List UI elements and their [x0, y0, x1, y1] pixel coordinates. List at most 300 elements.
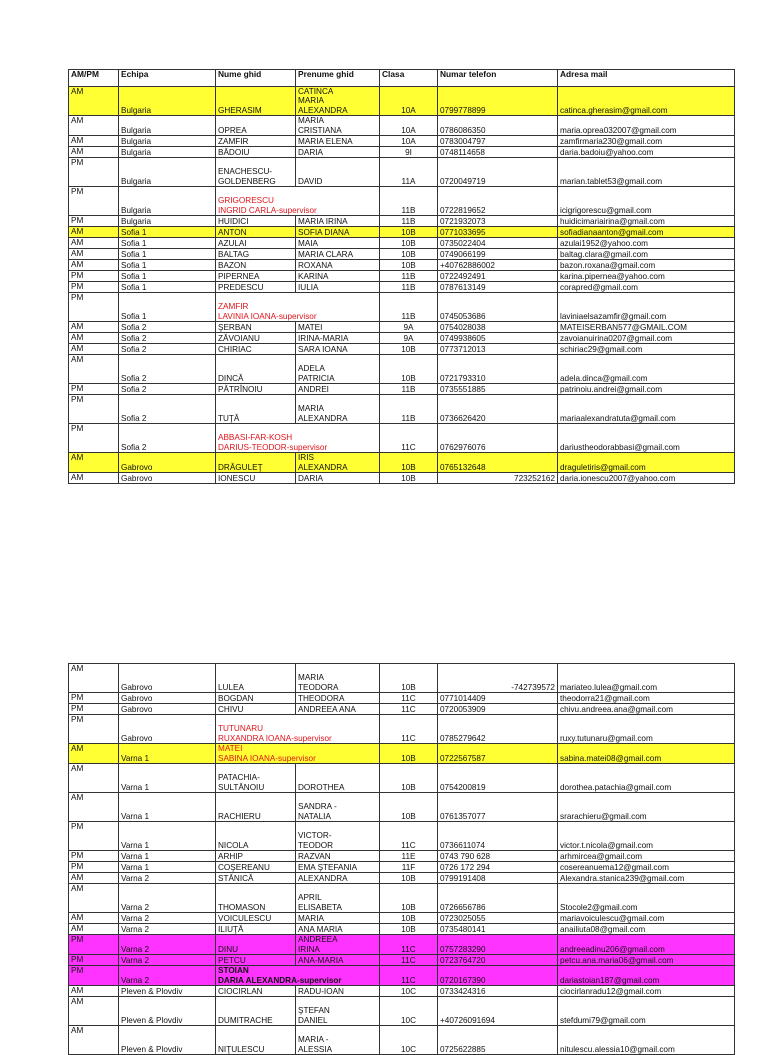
- cell-clasa: 10B: [380, 924, 438, 935]
- cell-adresa-mail: dariustheodorabbasi@gmail.com: [558, 424, 735, 453]
- cell-numar-telefon: 0785279642: [438, 715, 558, 744]
- cell-echipa: Sofia 2: [119, 424, 216, 453]
- cell-clasa: 11B: [380, 187, 438, 216]
- cell-nume-ghid: ŞERBAN: [216, 322, 296, 333]
- cell-numar-telefon: 0799778899: [438, 87, 558, 116]
- cell-numar-telefon: 0765132648: [438, 453, 558, 473]
- cell-am-pm: PM: [69, 282, 119, 293]
- cell-adresa-mail: petcu.ana.maria06@gmail.com: [558, 955, 735, 966]
- cell-nume-ghid: ZAMFIR LAVINIA IOANA-supervisor: [216, 293, 380, 322]
- cell-prenume-ghid: EMA ŞTEFANIA: [296, 862, 380, 873]
- cell-am-pm: PM: [69, 935, 119, 955]
- cell-am-pm: AM: [69, 260, 119, 271]
- cell-clasa: 10B: [380, 473, 438, 484]
- table-row: [69, 249, 735, 260]
- cell-am-pm: PM: [69, 293, 119, 322]
- cell-numar-telefon: 0722492491: [438, 271, 558, 282]
- cell-adresa-mail: ruxy.tutunaru@gmail.com: [558, 715, 735, 744]
- cell-adresa-mail: bazon.roxana@gmail.com: [558, 260, 735, 271]
- table-row: [69, 862, 735, 873]
- header-nume-ghid: Nume ghid: [216, 70, 296, 87]
- cell-prenume-ghid: ANDREI: [296, 384, 380, 395]
- cell-am-pm: PM: [69, 395, 119, 424]
- cell-adresa-mail: andreeadinu206@gmail.com: [558, 935, 735, 955]
- table-row: [69, 216, 735, 227]
- cell-adresa-mail: zamfirmaria230@gmail.com: [558, 136, 735, 147]
- cell-prenume-ghid: SANDRA - NATALIA: [296, 793, 380, 822]
- cell-prenume-ghid: IRIS ALEXANDRA: [296, 453, 380, 473]
- table-row: [69, 693, 735, 704]
- cell-echipa: Varna 1: [119, 862, 216, 873]
- cell-numar-telefon: 0787613149: [438, 282, 558, 293]
- cell-adresa-mail: Alexandra.stanica239@gmail.com: [558, 873, 735, 884]
- cell-clasa: 11C: [380, 822, 438, 851]
- table-row: [69, 966, 735, 986]
- cell-echipa: Varna 2: [119, 966, 216, 986]
- cell-nume-ghid: GHERASIM: [216, 87, 296, 116]
- cell-am-pm: AM: [69, 924, 119, 935]
- cell-adresa-mail: theodorra21@gmail.com: [558, 693, 735, 704]
- cell-nume-ghid: NICOLA: [216, 822, 296, 851]
- table-row: [69, 158, 735, 187]
- cell-adresa-mail: MATEISERBAN577@GMAIL.COM: [558, 322, 735, 333]
- cell-nume-ghid: TUTUNARU RUXANDRA IOANA-supervisor: [216, 715, 380, 744]
- cell-adresa-mail: mariaalexandratuta@gmail.com: [558, 395, 735, 424]
- table-row: [69, 715, 735, 744]
- cell-numar-telefon: 0722567587: [438, 744, 558, 764]
- table-row: [69, 764, 735, 793]
- cell-echipa: Gabrovo: [119, 693, 216, 704]
- cell-nume-ghid: LULEA: [216, 664, 296, 693]
- cell-clasa: 10B: [380, 913, 438, 924]
- table-row: [69, 271, 735, 282]
- cell-prenume-ghid: MARIA CLARA: [296, 249, 380, 260]
- header-am-pm: AM/PM: [69, 70, 119, 87]
- header-row: [69, 70, 735, 87]
- cell-adresa-mail: corapred@gmail.com: [558, 282, 735, 293]
- cell-nume-ghid: CIOCIRLAN: [216, 986, 296, 997]
- cell-clasa: 10B: [380, 793, 438, 822]
- header-clasa: Clasa: [380, 70, 438, 87]
- cell-clasa: 11C: [380, 704, 438, 715]
- cell-clasa: 10B: [380, 344, 438, 355]
- cell-clasa: 10B: [380, 227, 438, 238]
- cell-clasa: 11C: [380, 966, 438, 986]
- cell-clasa: 11A: [380, 158, 438, 187]
- cell-nume-ghid: TUŢĂ: [216, 395, 296, 424]
- cell-echipa: Pleven & Plovdiv: [119, 997, 216, 1026]
- cell-nume-ghid: DINU: [216, 935, 296, 955]
- cell-am-pm: AM: [69, 764, 119, 793]
- cell-prenume-ghid: ADELA PATRICIA: [296, 355, 380, 384]
- cell-adresa-mail: huidicimariairina@gmail.com: [558, 216, 735, 227]
- cell-prenume-ghid: DARIA: [296, 147, 380, 158]
- table-row: [69, 664, 735, 693]
- table-row: [69, 997, 735, 1026]
- cell-numar-telefon: 0773712013: [438, 344, 558, 355]
- cell-prenume-ghid: ROXANA: [296, 260, 380, 271]
- cell-numar-telefon: 0720049719: [438, 158, 558, 187]
- cell-clasa: 10A: [380, 87, 438, 116]
- cell-nume-ghid: DRĂGULEŢ: [216, 453, 296, 473]
- cell-echipa: Varna 2: [119, 913, 216, 924]
- cell-echipa: Sofia 1: [119, 260, 216, 271]
- cell-am-pm: AM: [69, 87, 119, 116]
- cell-am-pm: AM: [69, 873, 119, 884]
- table-row: [69, 473, 735, 484]
- cell-echipa: Gabrovo: [119, 473, 216, 484]
- cell-clasa: 9I: [380, 147, 438, 158]
- cell-clasa: 11C: [380, 715, 438, 744]
- cell-echipa: Sofia 2: [119, 384, 216, 395]
- cell-nume-ghid: PATACHIA- SULTĂNOIU: [216, 764, 296, 793]
- cell-clasa: 11C: [380, 424, 438, 453]
- cell-am-pm: AM: [69, 322, 119, 333]
- cell-am-pm: AM: [69, 355, 119, 384]
- cell-numar-telefon: 0771014409: [438, 693, 558, 704]
- cell-prenume-ghid: IRINA-MARIA: [296, 333, 380, 344]
- cell-prenume-ghid: KARINA: [296, 271, 380, 282]
- cell-am-pm: AM: [69, 913, 119, 924]
- table-row: [69, 333, 735, 344]
- cell-clasa: 10C: [380, 986, 438, 997]
- table-row: [69, 260, 735, 271]
- cell-numar-telefon: -742739572: [438, 664, 558, 693]
- cell-clasa: 10B: [380, 249, 438, 260]
- cell-nume-ghid: GRIGORESCU INGRID CARLA-supervisor: [216, 187, 380, 216]
- cell-echipa: Sofia 1: [119, 282, 216, 293]
- cell-am-pm: PM: [69, 851, 119, 862]
- cell-adresa-mail: adela.dinca@gmail.com: [558, 355, 735, 384]
- table-row: [69, 744, 735, 764]
- cell-am-pm: AM: [69, 453, 119, 473]
- table-row: [69, 873, 735, 884]
- cell-am-pm: AM: [69, 884, 119, 913]
- cell-adresa-mail: Stocole2@gmail.com: [558, 884, 735, 913]
- cell-prenume-ghid: APRIL ELISABETA: [296, 884, 380, 913]
- cell-nume-ghid: HUIDICI: [216, 216, 296, 227]
- table-row: [69, 935, 735, 955]
- cell-nume-ghid: BĂDOIU: [216, 147, 296, 158]
- cell-numar-telefon: 0749938605: [438, 333, 558, 344]
- cell-am-pm: PM: [69, 216, 119, 227]
- cell-adresa-mail: zavoianuirina0207@gmail.com: [558, 333, 735, 344]
- cell-numar-telefon: 0726656786: [438, 884, 558, 913]
- cell-echipa: Sofia 1: [119, 293, 216, 322]
- cell-am-pm: AM: [69, 344, 119, 355]
- cell-adresa-mail: chivu.andreea.ana@gmail.com: [558, 704, 735, 715]
- cell-numar-telefon: 0735551885: [438, 384, 558, 395]
- cell-am-pm: AM: [69, 473, 119, 484]
- cell-prenume-ghid: MAIA: [296, 238, 380, 249]
- cell-echipa: Varna 2: [119, 873, 216, 884]
- cell-numar-telefon: 0720167390: [438, 966, 558, 986]
- cell-nume-ghid: AZULAI: [216, 238, 296, 249]
- cell-adresa-mail: cosereanuema12@gmail.com: [558, 862, 735, 873]
- table-row: [69, 87, 735, 116]
- cell-prenume-ghid: CATINCA MARIA ALEXANDRA: [296, 87, 380, 116]
- cell-am-pm: PM: [69, 715, 119, 744]
- cell-adresa-mail: nitulescu.alessia10@gmail.com: [558, 1026, 735, 1055]
- cell-numar-telefon: 0761357077: [438, 793, 558, 822]
- table-row: [69, 424, 735, 453]
- cell-am-pm: PM: [69, 862, 119, 873]
- table-row: [69, 136, 735, 147]
- cell-echipa: Bulgaria: [119, 116, 216, 136]
- cell-echipa: Sofia 2: [119, 395, 216, 424]
- cell-numar-telefon: 0736611074: [438, 822, 558, 851]
- cell-am-pm: PM: [69, 158, 119, 187]
- cell-numar-telefon: 0762976076: [438, 424, 558, 453]
- cell-am-pm: AM: [69, 664, 119, 693]
- cell-nume-ghid: ANTON: [216, 227, 296, 238]
- cell-am-pm: PM: [69, 384, 119, 395]
- cell-adresa-mail: mariateo.lulea@gmail.com: [558, 664, 735, 693]
- cell-clasa: 10B: [380, 764, 438, 793]
- cell-nume-ghid: ZAMFIR: [216, 136, 296, 147]
- cell-clasa: 10C: [380, 997, 438, 1026]
- header-prenume-ghid: Prenume ghid: [296, 70, 380, 87]
- table-row: [69, 986, 735, 997]
- header-echipa: Echipa: [119, 70, 216, 87]
- cell-echipa: Varna 1: [119, 764, 216, 793]
- cell-prenume-ghid: MARIA TEODORA: [296, 664, 380, 693]
- cell-nume-ghid: BALTAG: [216, 249, 296, 260]
- table-row: [69, 147, 735, 158]
- cell-adresa-mail: srarachieru@gmail.com: [558, 793, 735, 822]
- cell-am-pm: AM: [69, 227, 119, 238]
- cell-am-pm: PM: [69, 704, 119, 715]
- cell-prenume-ghid: DOROTHEA: [296, 764, 380, 793]
- cell-adresa-mail: sabina.matei08@gmail.com: [558, 744, 735, 764]
- cell-prenume-ghid: ANDREEA ANA: [296, 704, 380, 715]
- cell-clasa: 11B: [380, 384, 438, 395]
- cell-clasa: 11B: [380, 282, 438, 293]
- cell-clasa: 11F: [380, 862, 438, 873]
- cell-nume-ghid: CHIRIAC: [216, 344, 296, 355]
- table-1-body: [69, 87, 735, 484]
- table-row: [69, 116, 735, 136]
- cell-nume-ghid: PĂTRÎNOIU: [216, 384, 296, 395]
- cell-adresa-mail: baltag.clara@gmail.com: [558, 249, 735, 260]
- cell-numar-telefon: 0721793310: [438, 355, 558, 384]
- cell-am-pm: AM: [69, 116, 119, 136]
- cell-nume-ghid: RACHIERU: [216, 793, 296, 822]
- cell-clasa: 10C: [380, 1026, 438, 1055]
- cell-echipa: Bulgaria: [119, 158, 216, 187]
- cell-nume-ghid: STĂNICĂ: [216, 873, 296, 884]
- table-row: [69, 322, 735, 333]
- cell-nume-ghid: BAZON: [216, 260, 296, 271]
- cell-numar-telefon: 0743 790 628: [438, 851, 558, 862]
- cell-prenume-ghid: SOFIA DIANA: [296, 227, 380, 238]
- cell-numar-telefon: 0745053686: [438, 293, 558, 322]
- cell-nume-ghid: PETCU: [216, 955, 296, 966]
- table-row: [69, 704, 735, 715]
- table-row: [69, 238, 735, 249]
- cell-prenume-ghid: ALEXANDRA: [296, 873, 380, 884]
- table-row: [69, 1026, 735, 1055]
- cell-adresa-mail: sofiadianaanton@gmail.com: [558, 227, 735, 238]
- cell-numar-telefon: 0786086350: [438, 116, 558, 136]
- cell-echipa: Bulgaria: [119, 136, 216, 147]
- cell-echipa: Sofia 1: [119, 271, 216, 282]
- cell-numar-telefon: 0783004797: [438, 136, 558, 147]
- cell-nume-ghid: MATEI SABINA IOANA-supervisor: [216, 744, 380, 764]
- cell-adresa-mail: maria.oprea032007@gmail.com: [558, 116, 735, 136]
- cell-clasa: 11B: [380, 395, 438, 424]
- cell-adresa-mail: draguletiris@gmail.com: [558, 453, 735, 473]
- header-numar-telefon: Numar telefon: [438, 70, 558, 87]
- cell-nume-ghid: BOGDAN: [216, 693, 296, 704]
- table-row: [69, 793, 735, 822]
- table-row: [69, 384, 735, 395]
- cell-prenume-ghid: DARIA: [296, 473, 380, 484]
- cell-am-pm: AM: [69, 997, 119, 1026]
- cell-echipa: Varna 2: [119, 955, 216, 966]
- cell-echipa: Bulgaria: [119, 187, 216, 216]
- cell-numar-telefon: 0735480141: [438, 924, 558, 935]
- table-row: [69, 344, 735, 355]
- cell-clasa: 10B: [380, 355, 438, 384]
- cell-prenume-ghid: MARIA CRISTIANA: [296, 116, 380, 136]
- cell-numar-telefon: +40726091694: [438, 997, 558, 1026]
- cell-clasa: 10B: [380, 884, 438, 913]
- cell-adresa-mail: ciocirlanradu12@gmail.com: [558, 986, 735, 997]
- cell-echipa: Pleven & Plovdiv: [119, 986, 216, 997]
- cell-echipa: Gabrovo: [119, 664, 216, 693]
- cell-prenume-ghid: ANA-MARIA: [296, 955, 380, 966]
- cell-prenume-ghid: SARA IOANA: [296, 344, 380, 355]
- table-row: [69, 884, 735, 913]
- cell-numar-telefon: 0723764720: [438, 955, 558, 966]
- cell-nume-ghid: IONESCU: [216, 473, 296, 484]
- cell-echipa: Sofia 1: [119, 227, 216, 238]
- cell-nume-ghid: NIŢULESCU: [216, 1026, 296, 1055]
- table-row: [69, 395, 735, 424]
- cell-prenume-ghid: ANA MARIA: [296, 924, 380, 935]
- cell-prenume-ghid: ANDREEA IRINA: [296, 935, 380, 955]
- cell-am-pm: AM: [69, 147, 119, 158]
- cell-adresa-mail: arhmircea@gmail.com: [558, 851, 735, 862]
- cell-adresa-mail: catinca.gherasim@gmail.com: [558, 87, 735, 116]
- cell-echipa: Varna 2: [119, 935, 216, 955]
- table-row: [69, 293, 735, 322]
- cell-am-pm: AM: [69, 793, 119, 822]
- cell-adresa-mail: victor.t.nicola@gmail.com: [558, 822, 735, 851]
- cell-clasa: 11C: [380, 693, 438, 704]
- cell-adresa-mail: daria.badoiu@yahoo.com: [558, 147, 735, 158]
- cell-adresa-mail: daria.ionescu2007@yahoo.com: [558, 473, 735, 484]
- cell-nume-ghid: OPREA: [216, 116, 296, 136]
- cell-adresa-mail: azulai1952@yahoo.com: [558, 238, 735, 249]
- cell-adresa-mail: laviniaelsazamfir@gmail.com: [558, 293, 735, 322]
- cell-adresa-mail: anailiuta08@gmail.com: [558, 924, 735, 935]
- cell-echipa: Sofia 1: [119, 238, 216, 249]
- cell-numar-telefon: 0736626420: [438, 395, 558, 424]
- cell-nume-ghid: ABBASI-FAR-KOSH DARIUS-TEODOR-supervisor: [216, 424, 380, 453]
- cell-echipa: Varna 1: [119, 793, 216, 822]
- cell-am-pm: AM: [69, 333, 119, 344]
- cell-echipa: Varna 1: [119, 744, 216, 764]
- cell-nume-ghid: ZĂVOIANU: [216, 333, 296, 344]
- cell-numar-telefon: 0720053909: [438, 704, 558, 715]
- table-row: [69, 955, 735, 966]
- table-row: [69, 924, 735, 935]
- cell-clasa: 11B: [380, 271, 438, 282]
- cell-clasa: 9A: [380, 333, 438, 344]
- cell-clasa: 11B: [380, 216, 438, 227]
- header-adresa-mail: Adresa mail: [558, 70, 735, 87]
- cell-numar-telefon: 0723025055: [438, 913, 558, 924]
- cell-numar-telefon: 0799191408: [438, 873, 558, 884]
- cell-am-pm: PM: [69, 955, 119, 966]
- table-row: [69, 227, 735, 238]
- cell-am-pm: AM: [69, 238, 119, 249]
- table-row: [69, 822, 735, 851]
- guides-table-1: [68, 69, 735, 484]
- cell-echipa: Bulgaria: [119, 87, 216, 116]
- cell-nume-ghid: CHIVU: [216, 704, 296, 715]
- cell-echipa: Varna 1: [119, 851, 216, 862]
- cell-am-pm: AM: [69, 986, 119, 997]
- cell-echipa: Pleven & Plovdiv: [119, 1026, 216, 1055]
- cell-prenume-ghid: MARIA ALEXANDRA: [296, 395, 380, 424]
- cell-numar-telefon: +40762886002: [438, 260, 558, 271]
- cell-echipa: Gabrovo: [119, 715, 216, 744]
- cell-numar-telefon: 723252162: [438, 473, 558, 484]
- cell-clasa: 10B: [380, 260, 438, 271]
- cell-adresa-mail: patrinoiu.andrei@gmail.com: [558, 384, 735, 395]
- cell-nume-ghid: DUMITRACHE: [216, 997, 296, 1026]
- cell-am-pm: AM: [69, 249, 119, 260]
- cell-numar-telefon: 0757283290: [438, 935, 558, 955]
- cell-echipa: Bulgaria: [119, 147, 216, 158]
- cell-adresa-mail: marian.tablet53@gmail.com: [558, 158, 735, 187]
- cell-prenume-ghid: RAZVAN: [296, 851, 380, 862]
- cell-am-pm: PM: [69, 187, 119, 216]
- cell-numar-telefon: 0748114658: [438, 147, 558, 158]
- cell-echipa: Sofia 1: [119, 249, 216, 260]
- cell-am-pm: AM: [69, 1026, 119, 1055]
- cell-echipa: Gabrovo: [119, 453, 216, 473]
- cell-numar-telefon: 0721932073: [438, 216, 558, 227]
- cell-nume-ghid: DINCĂ: [216, 355, 296, 384]
- cell-clasa: 10A: [380, 136, 438, 147]
- cell-echipa: Varna 1: [119, 822, 216, 851]
- cell-nume-ghid: ILIUŢĂ: [216, 924, 296, 935]
- cell-am-pm: PM: [69, 822, 119, 851]
- cell-clasa: 9A: [380, 322, 438, 333]
- cell-numar-telefon: 0722819652: [438, 187, 558, 216]
- cell-echipa: Sofia 2: [119, 333, 216, 344]
- cell-clasa: 10B: [380, 873, 438, 884]
- cell-nume-ghid: THOMASON: [216, 884, 296, 913]
- cell-nume-ghid: ARHIP: [216, 851, 296, 862]
- cell-adresa-mail: icigrigorescu@gmail.com: [558, 187, 735, 216]
- cell-prenume-ghid: MARIA ELENA: [296, 136, 380, 147]
- cell-adresa-mail: karina.pipernea@yahoo.com: [558, 271, 735, 282]
- cell-numar-telefon: 0725622885: [438, 1026, 558, 1055]
- cell-clasa: 10B: [380, 744, 438, 764]
- cell-am-pm: PM: [69, 966, 119, 986]
- cell-adresa-mail: schiriac29@gmail.com: [558, 344, 735, 355]
- cell-clasa: 10B: [380, 664, 438, 693]
- cell-adresa-mail: mariavoiculescu@gmail.com: [558, 913, 735, 924]
- cell-am-pm: PM: [69, 424, 119, 453]
- cell-prenume-ghid: THEODORA: [296, 693, 380, 704]
- table-row: [69, 282, 735, 293]
